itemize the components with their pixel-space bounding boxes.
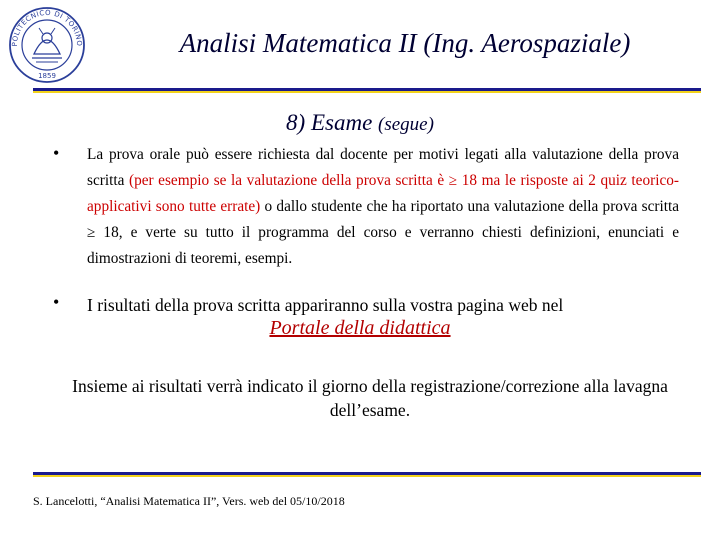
bottom-rule-divider xyxy=(33,472,701,477)
seal-text-top: POLITECNICO DI TORINO xyxy=(10,8,84,47)
top-rule-divider xyxy=(33,88,701,93)
footer-credit: S. Lancelotti, “Analisi Matematica II”, Vers. web del 05/10/2018 xyxy=(33,494,345,508)
bullet-marker-2: • xyxy=(53,292,60,312)
section-title xyxy=(0,110,720,136)
bullet-paragraph-results: I risultati della prova scritta appariranno sulla vostra pagina web nel xyxy=(87,295,564,315)
header-title: Analisi Matematica II (Ing. Aerospaziale) xyxy=(179,28,631,58)
seal-text-bottom: 1859 xyxy=(38,72,56,80)
section-title-main: 8) Esame xyxy=(286,110,373,135)
section-title-suffix: (segue) xyxy=(378,114,434,135)
bullet-marker-1: • xyxy=(53,143,60,163)
bullet-1-text-after: o dallo studente che ha riportato una valutazione della prova scritta ≥ 18, e verte su tutto il programma del corso e verranno chiesti definizioni, enunciati e dimostrazioni di teoremi, esempi. xyxy=(87,198,680,267)
portale-didattica-link[interactable]: Portale della didattica xyxy=(269,317,451,339)
bullet-1-text-before: La prova orale può essere richiesta dal docente per motivi legati alla valutazione della prova scritta xyxy=(87,146,679,189)
bullet-paragraph-oral-exam xyxy=(87,142,679,272)
registration-note: Insieme ai risultati verrà indicato il giorno della registrazione/correzione alla lavagna dell’esame. xyxy=(72,376,668,420)
politecnico-seal-logo xyxy=(8,6,86,84)
bullet-1-text-red: (per esempio se la valutazione della prova scritta è ≥ 18 ma le risposte ai 2 quiz teorico-applicativi sono tutte errate) xyxy=(87,172,679,215)
